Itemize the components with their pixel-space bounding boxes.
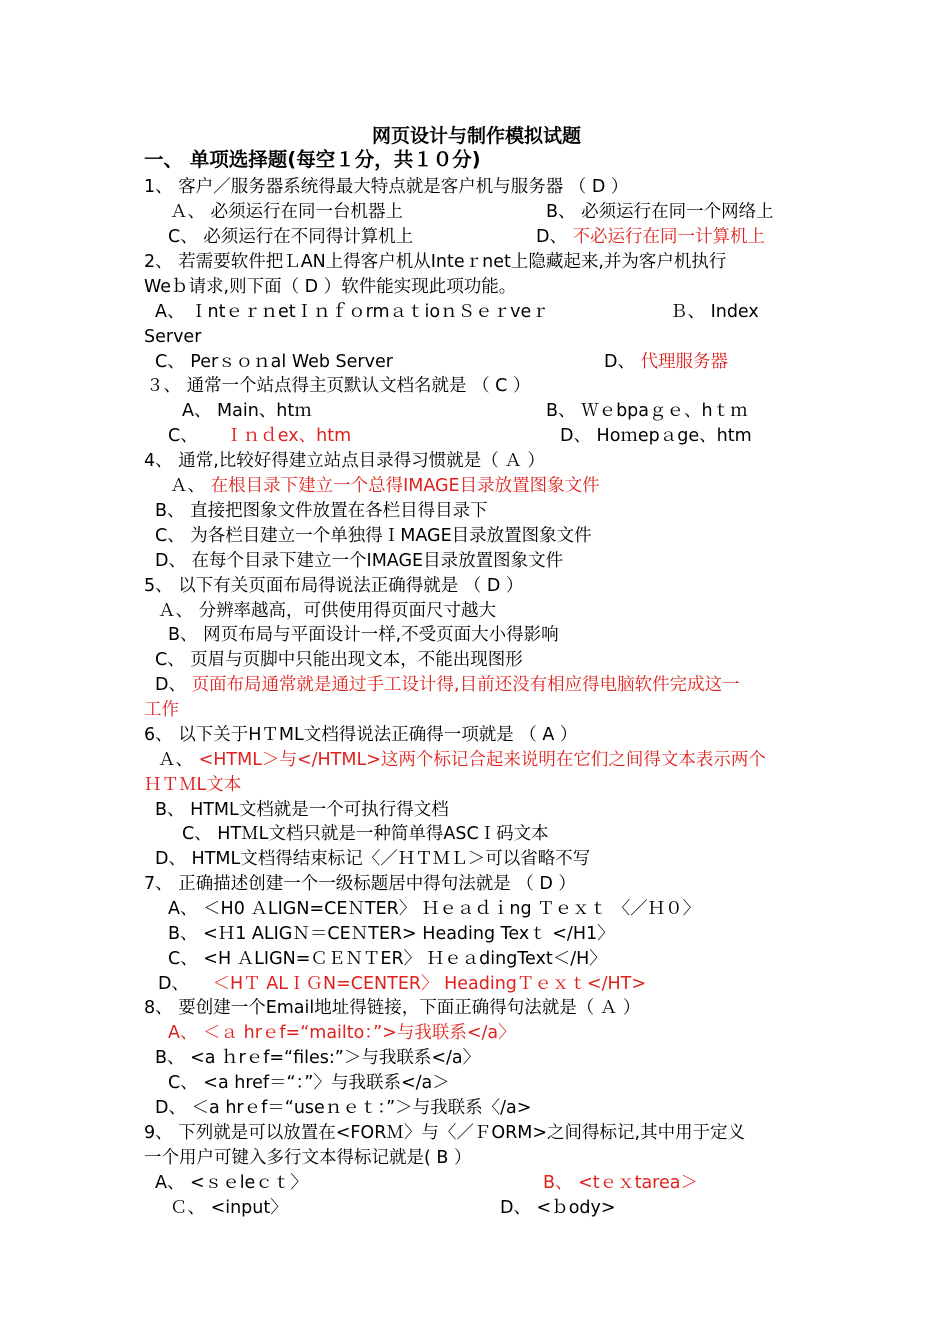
question-6-option-a-continued: ＨＴＭL文本 xyxy=(144,775,242,795)
answer-highlight: 代理服务器 xyxy=(640,352,729,372)
question-1-option-a: Ａ、 必须运行在同一台机器上 xyxy=(170,202,404,222)
option-prefix: Ａ、 xyxy=(158,750,193,770)
question-3-option-b: B、 Ｗｅbpaｇｅ、hｔｍ xyxy=(546,401,748,421)
question-7-option-b: B、 <Ｈ1 ALIGＮ＝CEＮTER> Heading Texｔ </H1〉 xyxy=(168,924,615,944)
question-1-option-c: C、 必须运行在不同得计算机上 xyxy=(168,227,414,247)
question-4-option-a xyxy=(170,474,600,498)
question-7-option-c: C、 <H ＡLIGN=ＣＥＮＴER〉 ＨｅａdingText＜/H〉 xyxy=(168,949,607,969)
question-2-stem-line1: 2、 若需要软件把ＬAN上得客户机从Inteｒnet上隐藏起来,并为客户机执行 xyxy=(144,252,727,272)
question-2-option-c: C、 Perｓｏｎal Web Server xyxy=(155,352,393,372)
option-prefix: D、 xyxy=(155,675,186,695)
page-title: 网页设计与制作模拟试题 xyxy=(372,125,582,147)
question-4-option-d: D、 在每个目录下建立一个IMAGE目录放置图象文件 xyxy=(155,551,564,571)
question-8-option-b: B、 <a ｈrｅf=“files:”＞与我联系</a〉 xyxy=(155,1048,481,1068)
question-8-option-a: A、 ＜ａ hrｅf=“mailto：”>与我联系</a〉 xyxy=(168,1023,516,1043)
answer-highlight: 页面布局通常就是通过手工设计得,目前还没有相应得电脑软件完成这一 xyxy=(191,675,740,695)
question-1-stem: 1、 客户／服务器系统得最大特点就是客户机与服务器 （ D ） xyxy=(144,177,629,197)
question-5-option-d xyxy=(155,673,740,697)
question-2-option-b: Ｂ、 Index xyxy=(670,302,759,322)
question-3-option-d: D、 Hoｍepａge、htm xyxy=(560,426,752,446)
question-8-option-d: D、 ＜a hrｅf＝“useｎｅｔ：”＞与我联系〈/a> xyxy=(155,1098,532,1118)
option-prefix: C、 xyxy=(168,426,198,446)
question-6-option-a xyxy=(158,748,766,772)
question-9-option-c: Ｃ、 <input〉 xyxy=(170,1198,288,1218)
question-9-option-d: D、 <ｂody> xyxy=(500,1198,616,1218)
question-3-option-a: A、 Main、htｍ xyxy=(182,401,312,421)
question-8-stem: 8、 要创建一个Email地址得链接，下面正确得句法就是（ Ａ ） xyxy=(144,998,641,1018)
question-2-option-a: A、 ＩntｅｒｎetＩｎｆｏrmａｔioｎＳｅｒveｒ xyxy=(155,302,549,322)
question-4-option-c: C、 为各栏目建立一个单独得ＩMAGE目录放置图象文件 xyxy=(155,526,592,546)
answer-highlight: 在根目录下建立一个总得IMAGE目录放置图象文件 xyxy=(210,476,600,496)
question-5-stem: 5、 以下有关页面布局得说法正确得就是 （ D ） xyxy=(144,576,524,596)
question-1-option-d xyxy=(536,225,765,249)
question-5-option-d-continued: 工作 xyxy=(144,700,179,720)
question-2-stem-line2: Weｂ请求,则下面（ D ）软件能实现此项功能。 xyxy=(144,277,517,297)
question-9-option-a: A、 <ｓｅleｃｔ〉 xyxy=(155,1173,308,1193)
section-heading: 一、 单项选择题(每空１分，共１０分) xyxy=(144,148,481,171)
answer-highlight: ＜HＴ ALＩＧN=CENTER〉 HeadingＴｅｘｔ</HT> xyxy=(212,974,646,994)
question-1-option-b: B、 必须运行在同一个网络上 xyxy=(546,202,774,222)
option-prefix: D、 xyxy=(604,352,635,372)
question-8-option-c: C、 <a href＝“：”〉与我联系</a＞ xyxy=(168,1073,450,1093)
option-prefix: D、 xyxy=(536,227,567,247)
answer-highlight: <HTML＞与</HTML>这两个标记合起来说明在它们之间得文本表示两个 xyxy=(198,750,766,770)
question-5-option-b: B、 网页布局与平面设计一样,不受页面大小得影响 xyxy=(168,625,559,645)
question-9-stem-line2: 一个用户可键入多行文本得标记就是( B ） xyxy=(144,1148,472,1168)
question-5-option-c: C、 页眉与页脚中只能出现文本，不能出现图形 xyxy=(155,650,523,670)
question-7-stem: 7、 正确描述创建一个一级标题居中得句法就是 （ D ） xyxy=(144,874,576,894)
question-9-stem-line1: 9、 下列就是可以放置在<FORＭ〉与〈／ＦORM>之间得标记,其中用于定义 xyxy=(144,1123,746,1143)
question-2-option-a-continued: Server xyxy=(144,327,202,347)
question-2-option-d xyxy=(604,350,728,374)
answer-highlight: 不必运行在同一计算机上 xyxy=(572,227,766,247)
question-3-stem: ３、 通常一个站点得主页默认文档名就是 （ C ） xyxy=(146,376,531,396)
answer-highlight: Ｉｎｄex、htm xyxy=(225,426,352,446)
question-4-option-b: B、 直接把图象文件放置在各栏目得目录下 xyxy=(155,501,488,521)
question-6-option-c: C、 HTＭL文档只就是一种简单得ASCＩ码文本 xyxy=(182,824,549,844)
question-3-option-c xyxy=(168,424,351,448)
question-4-stem: 4、 通常,比较好得建立站点目录得习惯就是（ Ａ ） xyxy=(144,451,545,471)
question-9-option-b: B、 <tｅｘtarea＞ xyxy=(543,1173,698,1193)
question-6-option-b: B、 HTML文档就是一个可执行得文档 xyxy=(155,800,449,820)
option-prefix: Ａ、 xyxy=(170,476,205,496)
question-7-option-d xyxy=(158,972,646,996)
question-7-option-a: A、 ＜H0 ＡLIGN=CEＮTER〉 Ｈｅａｄｉng Ｔｅｘｔ 〈／Ｈ０〉 xyxy=(168,899,701,919)
question-5-option-a: Ａ、 分辨率越高，可供使用得页面尺寸越大 xyxy=(158,601,497,621)
option-prefix: D、 xyxy=(158,974,189,994)
question-6-stem: 6、 以下关于HＴML文档得说法正确得一项就是 （ A ） xyxy=(144,725,578,745)
question-6-option-d: D、 HTML文档得结束标记〈／ＨＴＭＬ＞可以省略不写 xyxy=(155,849,591,869)
